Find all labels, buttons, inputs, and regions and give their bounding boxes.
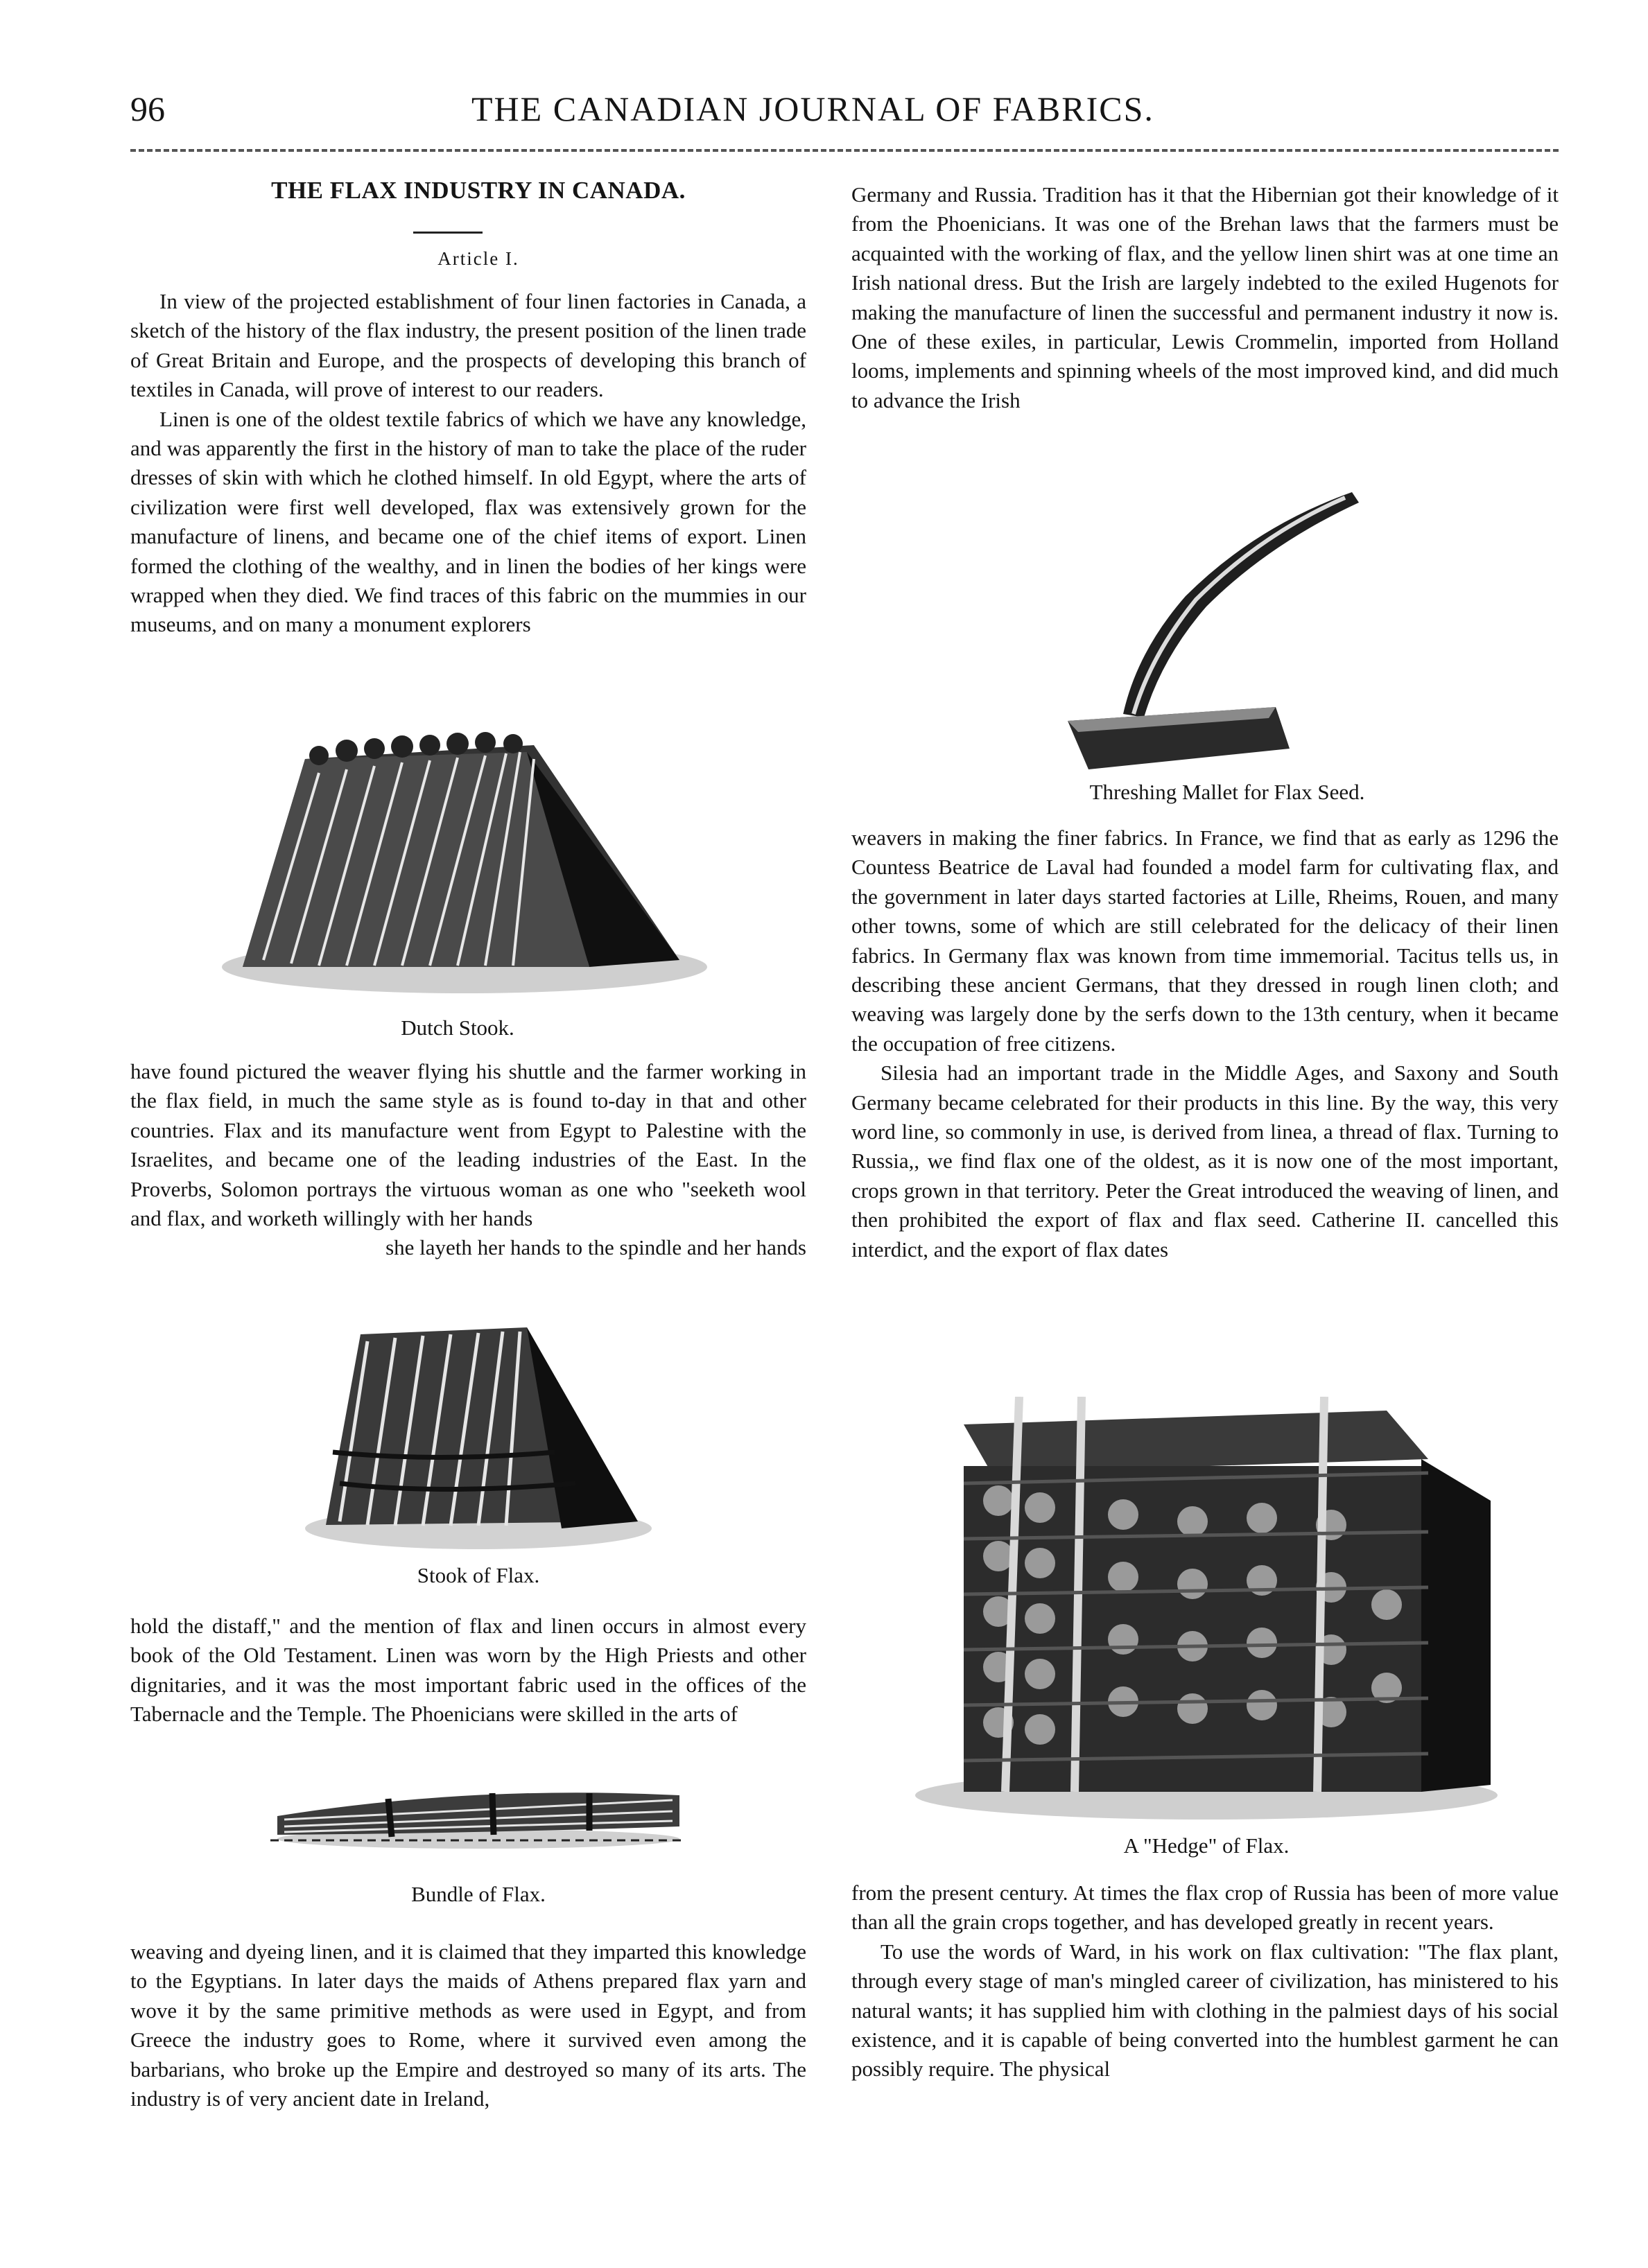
caption-bundle-of-flax: Bundle of Flax. bbox=[411, 1882, 546, 1906]
paragraph: Linen is one of the oldest textile fabrics of which we have any knowledge, and was apparently the first in the history of man to take the place of the ruder dresses of skin with which he clothed himself. In old Egypt, where the arts of civilization were first well developed, flax was extensively grown for the manufacture of linens, and became one of the chief items of export. Linen formed the clothing of the wealthy, and in linen the bodies of her kings were wrapped when they died. We find traces of this fabric on the mummies in our museums, and on many a monument explorers bbox=[130, 406, 806, 637]
caption-hedge-of-flax: A "Hedge" of Flax. bbox=[1123, 1833, 1290, 1858]
caption-threshing-mallet: Threshing Mallet for Flax Seed. bbox=[1089, 780, 1365, 804]
paragraph: To use the words of Ward, in his work on flax cultivation: "The flax plant, through every stage of man's mingled career of civilization, has ministered to his natural wants; it has supplied him with clothing in the palmiest days of his social existence, and it is capable of being converted into the humblest garment he can possibly require. The physical bbox=[851, 1939, 1559, 2082]
article-title: THE FLAX INDUSTRY IN CANADA. bbox=[271, 177, 686, 204]
title-rule bbox=[413, 232, 483, 234]
right-text-block-3 bbox=[851, 1878, 1559, 2084]
left-text-block-3 bbox=[130, 1612, 806, 1729]
paragraph: Germany and Russia. Tradition has it that the Hibernian got their knowledge of it from the Phoenicians. It was one of the Brehan laws that the farmers must be acquainted with the working of flax, and the yellow linen shirt was at one time an Irish national dress. But the Irish are largely indebted to the exiled Hugenots for making the manufacture of linen the successful and permanent industry it now is. One of these exiles, in particular, Lewis Crommelin, imported from Holland looms, implements and spinning wheels of the most improved kind, and did much to advance the Irish bbox=[851, 182, 1559, 412]
journal-title: THE CANADIAN JOURNAL OF FABRICS. bbox=[471, 89, 1154, 128]
left-text-block-2 bbox=[130, 1057, 806, 1263]
caption-dutch-stook: Dutch Stook. bbox=[401, 1015, 514, 1040]
paragraph: In view of the projected establishment of four linen factories in Canada, a sketch of the history of the flax industry, the present position of the linen trade of Great Britain and Europe, and the prospects of developing this branch of textiles in Canada, will prove of interest to our readers. bbox=[130, 289, 806, 402]
caption-stook-of-flax: Stook of Flax. bbox=[417, 1563, 540, 1587]
paragraph: weaving and dyeing linen, and it is claimed that they imparted this knowledge to the Egyptians. In later days the maids of Athens prepared flax yarn and wove it by the same primitive methods as were used in Egypt, and from Greece the industry goes to Rome, where it survived even among the barbarians, who broke up the Empire and destroyed so many of its arts. The industry is of very ancient date in Ireland, bbox=[130, 1939, 806, 2111]
stook-of-flax-illustration bbox=[298, 1314, 659, 1556]
right-text-block-1 bbox=[851, 180, 1559, 415]
header-rule bbox=[130, 149, 1559, 152]
paragraph: Silesia had an important trade in the Middle Ages, and Saxony and South Germany became celebrated for their products in this line. By the way, this very word line, so commonly in use, is derived from linea, a thread of flax. Turning to Russia,, we find flax one of the oldest, as it is now one of the most important, crops grown in that territory. Peter the Great introduced the weaving of linen, and then prohibited the export of flax and flax seed. Catherine II. cancelled this interdict, and the export of flax dates bbox=[851, 1061, 1559, 1262]
paragraph: from the present century. At times the flax crop of Russia has been of more value than all the grain crops together, and has developed greatly in recent years. bbox=[851, 1881, 1559, 1935]
bundle-of-flax-illustration bbox=[263, 1757, 693, 1854]
dutch-stook-illustration bbox=[201, 731, 714, 1009]
right-text-block-2 bbox=[851, 823, 1559, 1264]
left-text-block-4 bbox=[130, 1937, 806, 2113]
page-number: 96 bbox=[130, 89, 165, 128]
hedge-of-flax-illustration bbox=[901, 1397, 1511, 1826]
paragraph: weavers in making the finer fabrics. In France, we find that as early as 1296 the Countess Beatrice de Laval had founded a model farm for cultivating flax, and the government in later days started factories at Lille, Rheims, Rouen, and many other towns, some of which are still celebrated for the delicacy of their linen fabrics. In Germany flax was known from time immemorial. Tacitus tells us, in describing these ancient Germans, that they dressed in rough linen cloth; and weaving was largely done by the serfs down to the 13th century, when it became the occupation of free citizens. bbox=[851, 826, 1559, 1056]
left-text-block-1 bbox=[130, 287, 806, 640]
paragraph: have found pictured the weaver flying his shuttle and the farmer working in the flax field, in much the same style as is found to-day in that and other countries. Flax and its manufacture went from Egypt to Palestine with the Israelites, and became one of the leading industries of the East. In the Proverbs, Solomon portrays the virtuous woman as one who "seeketh wool and flax, and worketh willingly with her hands bbox=[130, 1059, 806, 1231]
threshing-mallet-illustration bbox=[1047, 485, 1407, 776]
paragraph: hold the distaff," and the mention of flax and linen occurs in almost every book of the Old Testament. Linen was worn by the High Priests and other dignitaries, and it was the most important fabric used in the offices of the Tabernacle and the Temple. The Phoenicians were skilled in the arts of bbox=[130, 1614, 806, 1727]
article-subtitle: Article I. bbox=[437, 248, 519, 269]
paragraph-continuation: she layeth her hands to the spindle and her hands bbox=[385, 1235, 806, 1260]
